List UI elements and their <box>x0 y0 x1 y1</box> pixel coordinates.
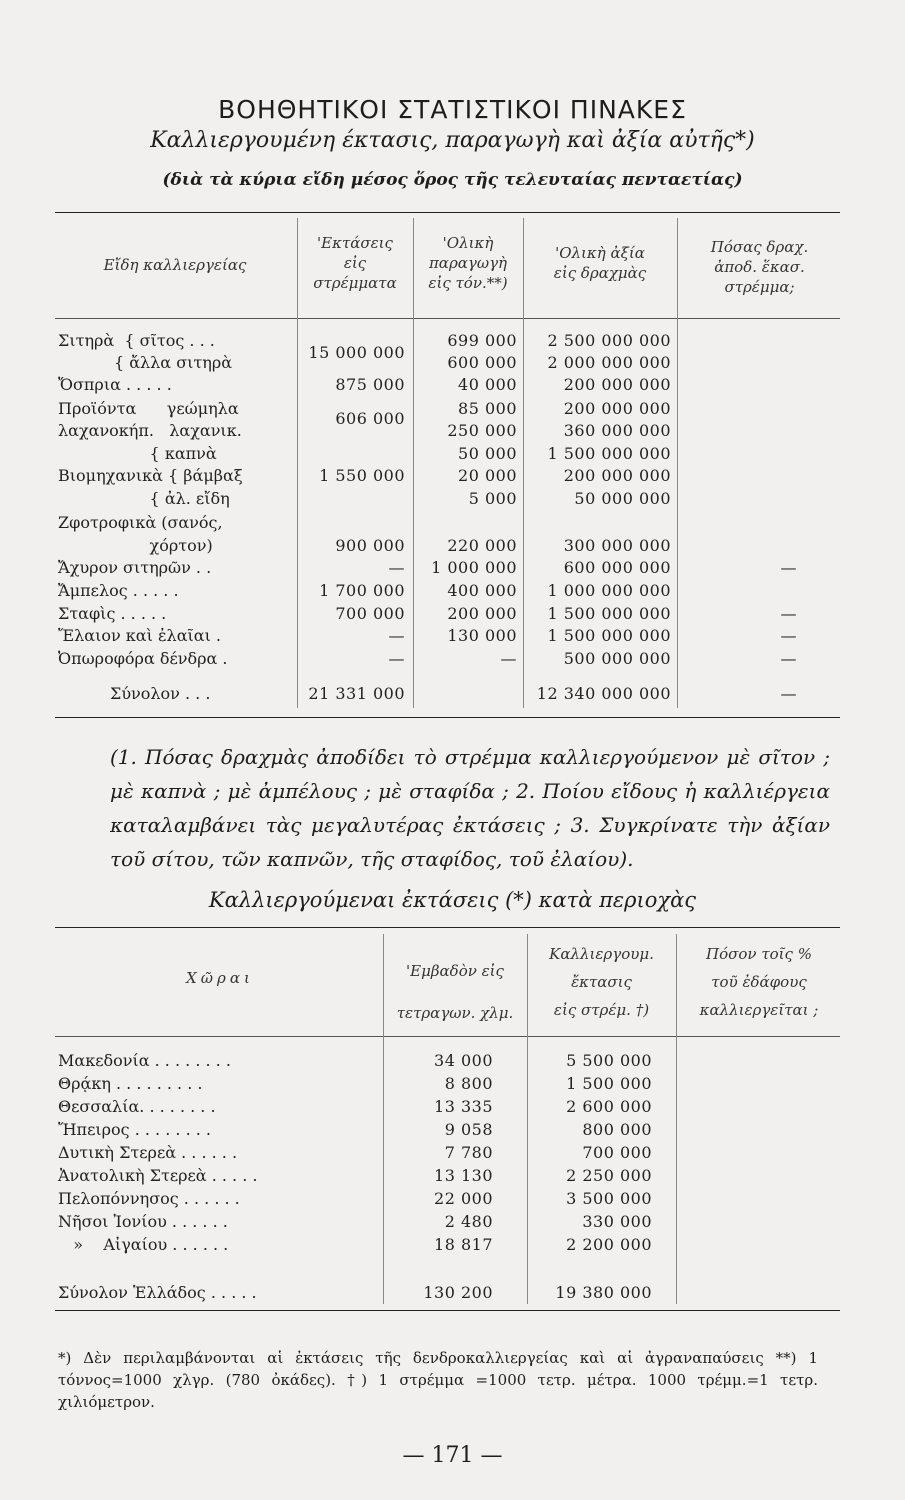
table2-cell-area: 22 000 <box>434 1189 493 1208</box>
col-header-area-sqkm-line: 'Εμβαδὸν εἰς <box>406 962 504 980</box>
col-header-prod-line: εἰς τόν.**) <box>428 274 508 292</box>
table1-cell-production: 1 000 000 <box>431 558 517 577</box>
table1-cell-area: 700 000 <box>335 604 405 623</box>
footnote: *) Δὲν περιλαμβάνονται αἱ ἐκτάσεις τῆς δενδροκαλλιεργείας καὶ αἱ ἀγραναπαύσεις **) 1 τόννος=1000 χλγρ. (780 ὀκάδες). †) 1 στρέμμα =1000 τετρ. μέτρα. 1000 τρέμμ.=1 τετρ. χιλιόμετρον. <box>58 1349 818 1411</box>
col-header-area-line: στρέμματα <box>313 274 397 292</box>
table1-cell-value: 2 500 000 000 <box>547 331 671 350</box>
table1-cell-production: 250 000 <box>447 421 517 440</box>
col-header-percent-line: καλλιεργεῖται ; <box>699 1001 819 1019</box>
table2-cell-cultivated: 2 600 000 <box>566 1097 652 1116</box>
col-header-region: Χῶραι <box>186 969 254 987</box>
table1-cell-value: 600 000 000 <box>563 558 671 577</box>
table2-header-rule <box>55 1036 840 1037</box>
table1-row-label: Προϊόντα γεώμηλα <box>58 399 239 418</box>
table1-cell-yield: — <box>780 649 797 668</box>
col-header-area-sqkm <box>383 950 527 1034</box>
table2-cell-cultivated: 700 000 <box>582 1143 652 1162</box>
table1-top-rule <box>55 212 840 213</box>
table2-row-region: Ἤπειρος . . . . . . . . <box>58 1120 211 1139</box>
table1-cell-area: 606 000 <box>335 409 405 428</box>
table1-total-value: 12 340 000 000 <box>536 684 671 703</box>
table2-cell-area: 18 817 <box>434 1235 493 1254</box>
col-header-prod-line: 'Ολικὴ <box>442 234 494 252</box>
col-header-percent-line: Πόσον τοῖς % <box>706 945 812 963</box>
table2-title: Καλλιεργούμεναι ἐκτάσεις (*) κατὰ περιοχὰς <box>208 888 697 912</box>
questions-text: (1. Πόσας δραχμὰς ἀποδίδει τὸ στρέμμα καλλιεργούμενον μὲ σῖτον ; μὲ καπνὰ ; μὲ ἀμπέλους ; μὲ σταφίδα ; 2. Ποίου εἴδους ἡ καλλιέργεια καταλαμβάνει τὰς μεγαλυτέρας ἐκτάσεις ; 3. Συγκρίνατε τὴν ἀξίαν τοῦ σίτου, τῶν καπνῶν, τῆς σταφίδος, τοῦ ἐλαίου). <box>110 745 830 871</box>
col-header-yield-line: Πόσας δραχ. <box>710 238 809 256</box>
table1-cell-production: 200 000 <box>447 604 517 623</box>
table1-cell-production: 130 000 <box>447 626 517 645</box>
table1-cell-value: 2 000 000 000 <box>547 353 671 372</box>
table2-total-region: Σύνολον Ἑλλάδος . . . . . <box>58 1283 257 1302</box>
table1-row-label: Ὀπωροφόρα δένδρα . <box>58 649 228 668</box>
table1-cell-area: 15 000 000 <box>308 343 405 362</box>
table1-cell-production: 400 000 <box>447 581 517 600</box>
table2-cell-cultivated: 2 250 000 <box>566 1166 652 1185</box>
table1-cell-area: 1 550 000 <box>319 466 405 485</box>
col-header-kind: Εἴδη καλλιεργείας <box>103 256 247 274</box>
table2-cell-cultivated: 5 500 000 <box>566 1051 652 1070</box>
table2-cell-cultivated: 3 500 000 <box>566 1189 652 1208</box>
table1-cell-value: 500 000 000 <box>563 649 671 668</box>
col-header-percent <box>676 940 842 1024</box>
table1-total-yield: — <box>780 684 797 703</box>
table1-cell-production: 40 000 <box>458 375 517 394</box>
col-header-area-line: 'Εκτάσεις <box>317 234 393 252</box>
table1-cell-production: 699 000 <box>447 331 517 350</box>
table1-cell-area: 900 000 <box>335 536 405 555</box>
table1-row-label: { καπνὰ <box>58 444 217 463</box>
table1-cell-production: 20 000 <box>458 466 517 485</box>
table1-cell-production: 85 000 <box>458 399 517 418</box>
table2-cell-area: 8 800 <box>444 1074 493 1093</box>
table2-row-region: Μακεδονία . . . . . . . . <box>58 1051 231 1070</box>
col-header-area-line: εἰς <box>343 254 367 272</box>
table1-row-label: Βιομηχανικὰ { βάμβαξ <box>58 466 243 485</box>
table1-cell-value: 200 000 000 <box>563 466 671 485</box>
table2-row-region: Ἀνατολικὴ Στερεὰ . . . . . <box>58 1166 258 1185</box>
table1-cell-area: — <box>388 558 405 577</box>
table2-cell-area: 7 780 <box>444 1143 493 1162</box>
table1-cell-area: — <box>388 649 405 668</box>
col-header-prod-line: παραγωγὴ <box>428 254 508 272</box>
table1-cell-value: 1 500 000 000 <box>547 444 671 463</box>
table1-row-label: χόρτον) <box>58 536 213 555</box>
table2-cell-area: 13 130 <box>434 1166 493 1185</box>
table1-cell-value: 200 000 000 <box>563 399 671 418</box>
table2-cell-area: 2 480 <box>444 1212 493 1231</box>
table2-row-region: Δυτικὴ Στερεὰ . . . . . . <box>58 1143 238 1162</box>
table1-cell-value: 360 000 000 <box>563 421 671 440</box>
table1-cell-value: 50 000 000 <box>574 489 671 508</box>
col-header-value-line: εἰς δραχμὰς <box>553 264 647 282</box>
table1-row-label: Σταφὶς . . . . . <box>58 604 167 623</box>
table1-cell-production: 50 000 <box>458 444 517 463</box>
table1-cell-value: 1 500 000 000 <box>547 604 671 623</box>
col-header-area <box>297 233 413 293</box>
table1-cell-yield: — <box>780 558 797 577</box>
table2-cell-cultivated: 330 000 <box>582 1212 652 1231</box>
table1-cell-value: 200 000 000 <box>563 375 671 394</box>
table1-cell-production: 600 000 <box>447 353 517 372</box>
table1-row-label: Ἄμπελος . . . . . <box>58 581 179 600</box>
col-header-production <box>413 233 523 293</box>
table1-subtitle: (διὰ τὰ κύρια εἴδη μέσος ὅρος τῆς τελευταίας πενταετίας) <box>162 170 743 190</box>
col-header-value <box>523 243 677 283</box>
table2-cell-area: 13 335 <box>434 1097 493 1116</box>
page-number: — 171 — <box>402 1443 503 1468</box>
col-header-cultivated-line: ἔκτασις <box>571 973 632 991</box>
table1-cell-production: 220 000 <box>447 536 517 555</box>
table1-total-area: 21 331 000 <box>308 684 405 703</box>
col-header-value-line: 'Ολικὴ ἀξία <box>555 244 645 262</box>
col-header-area-sqkm-line: τετραγων. χλμ. <box>396 1004 514 1022</box>
table1-row-label: Ἄχυρον σιτηρῶν . . <box>58 558 212 577</box>
col-header-yield-line: ἀποδ. ἕκασ. <box>714 258 805 276</box>
table2-total-cultivated: 19 380 000 <box>555 1283 652 1302</box>
table2-cell-cultivated: 1 500 000 <box>566 1074 652 1093</box>
table2-cell-cultivated: 2 200 000 <box>566 1235 652 1254</box>
table1-bottom-rule <box>55 717 840 718</box>
table1-header-rule <box>55 318 840 319</box>
table2-row-region: Νῆσοι Ἰονίου . . . . . . <box>58 1212 228 1231</box>
col-header-cultivated-line: Καλλιεργουμ. <box>549 945 654 963</box>
table1-row-label: Ἔλαιον καὶ ἐλαῖαι . <box>58 626 222 645</box>
table2-cell-cultivated: 800 000 <box>582 1120 652 1139</box>
table1-cell-value: 1 000 000 000 <box>547 581 671 600</box>
table1-row-label: { ἄλλα σιτηρὰ <box>58 353 233 372</box>
table1-row-label: λαχανοκήπ. λαχανικ. <box>58 421 242 440</box>
col-header-percent-line: τοῦ ἐδάφους <box>711 973 807 991</box>
table1-cell-area: — <box>388 626 405 645</box>
table1-title: Καλλιεργουμένη έκτασις, παραγωγὴ καὶ ἀξία αὐτῆς*) <box>150 128 755 153</box>
table1-cell-yield: — <box>780 626 797 645</box>
table1-cell-value: 300 000 000 <box>563 536 671 555</box>
table2-row-region: Θεσσαλία. . . . . . . . <box>58 1097 216 1116</box>
table1-row-label: { ἀλ. εἴδη <box>58 489 230 508</box>
col-header-yield-line: στρέμμα; <box>724 278 795 296</box>
table1-cell-production: 5 000 <box>468 489 517 508</box>
table2-row-region: Θρᾴκη . . . . . . . . . <box>58 1074 203 1093</box>
table1-row-label: Ζφοτροφικὰ (σανός, <box>58 513 223 532</box>
table2-row-region: Πελοπόννησος . . . . . . <box>58 1189 240 1208</box>
col-header-cultivated <box>527 940 676 1024</box>
table1-cell-area: 1 700 000 <box>319 581 405 600</box>
table1-cell-production: — <box>500 649 517 668</box>
table1-row-label: Σιτηρὰ { σῖτος . . . <box>58 331 215 350</box>
table2-top-rule <box>55 927 840 928</box>
table1-cell-area: 875 000 <box>335 375 405 394</box>
col-header-cultivated-line: εἰς στρέμ. †) <box>553 1001 650 1019</box>
table1-cell-yield: — <box>780 604 797 623</box>
table2-row-region: » Αἰγαίου . . . . . . <box>58 1235 229 1254</box>
table2-bottom-rule <box>55 1310 840 1311</box>
table2-cell-area: 9 058 <box>444 1120 493 1139</box>
main-title: ΒΟΗΘΗΤΙΚΟΙ ΣΤΑΤΙΣΤΙΚΟΙ ΠΙΝΑΚΕΣ <box>218 95 687 124</box>
table1-row-label: Ὄσπρια . . . . . <box>58 375 172 394</box>
table1-cell-value: 1 500 000 000 <box>547 626 671 645</box>
table2-cell-area: 34 000 <box>434 1051 493 1070</box>
table2-total-area: 130 200 <box>423 1283 493 1302</box>
col-header-yield <box>677 237 842 297</box>
table1-total-label: Σύνολον . . . <box>110 684 211 703</box>
